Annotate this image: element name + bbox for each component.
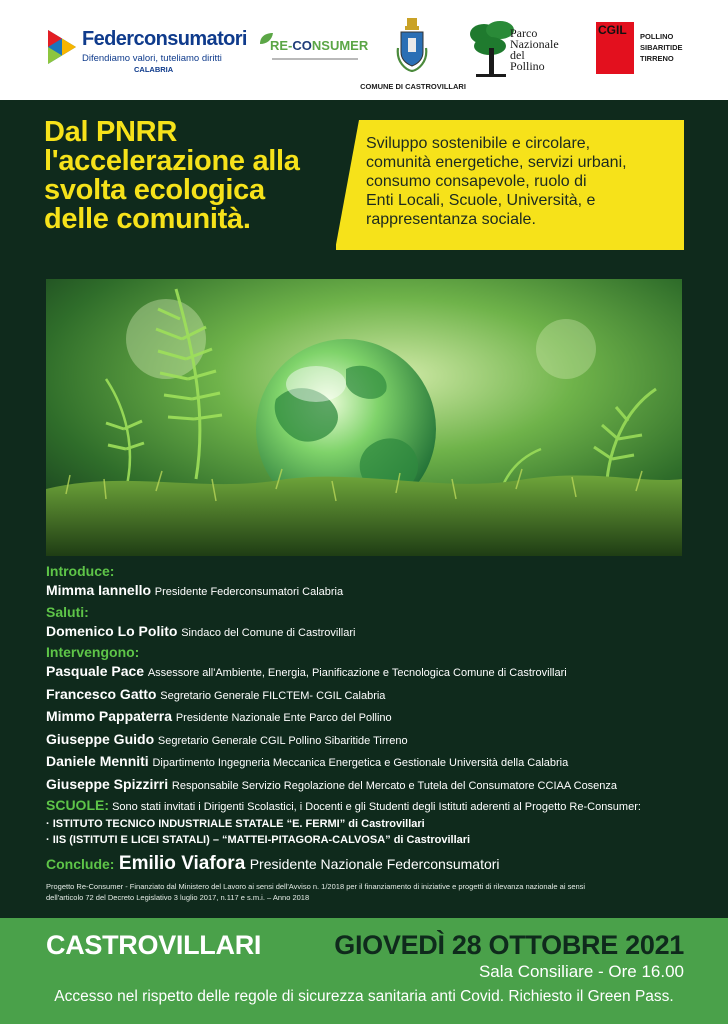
speaker-item: [46, 729, 716, 752]
logo-strip: [0, 0, 728, 100]
federconsumatori-tagline: Difendiamo valori, tuteliamo diritti: [82, 53, 222, 64]
introduce-speaker: [46, 580, 716, 603]
saluti-speaker: [46, 621, 716, 644]
reconsumer-logo: [258, 28, 369, 62]
federconsumatori-name: Federconsumatori: [82, 28, 247, 50]
parco-pollino-logo: [470, 20, 570, 80]
conclude-label: Conclude:: [46, 856, 115, 872]
covid-note: Accesso nel rispetto delle regole di sicurezza sanitaria anti Covid. Richiesto il Green Pass.: [54, 988, 674, 1005]
speaker-name: Domenico Lo Polito: [46, 622, 178, 639]
globe-illustration: [46, 279, 682, 556]
speaker-name: Giuseppe Guido: [46, 730, 155, 747]
speaker-role: Presidente Nazionale Ente Parco del Pollino: [175, 712, 392, 724]
scuole-intro: [46, 797, 716, 816]
event-date: GIOVEDÌ 28 OTTOBRE 2021: [334, 930, 684, 960]
topics-line: consumo consapevole, ruolo di: [366, 173, 587, 190]
federconsumatori-region: CALABRIA: [134, 65, 174, 74]
comune-label: COMUNE DI CASTROVILLARI: [360, 82, 466, 91]
reconsumer-underline: [272, 58, 358, 60]
speaker-item: [46, 774, 716, 797]
title-line: svolta ecologica: [44, 174, 265, 206]
saluti-label: Saluti:: [46, 603, 89, 620]
speaker-name: Giuseppe Spizzirri: [46, 775, 169, 792]
parco-line: del: [510, 48, 525, 62]
cgil-logo: [596, 22, 706, 74]
cgil-subtitle: [640, 31, 683, 64]
scuole-text: Sono stati invitati i Dirigenti Scolastici, i Docenti e gli Studenti degli Istituti aderenti al Progetto Re-Consumer:: [112, 801, 641, 813]
event-venue-time: Sala Consiliare - Ore 16.00: [478, 962, 684, 981]
scuole-label: SCUOLE:: [46, 797, 109, 813]
topics-box: [336, 120, 684, 250]
cgil-name: CGIL: [598, 23, 627, 37]
speaker-name: Daniele Menniti: [46, 753, 149, 769]
intervengono-label: Intervengono:: [46, 644, 140, 660]
topics-line: rappresentanza sociale.: [366, 211, 536, 228]
hero-image-globe-on-moss: [46, 279, 682, 556]
event-footer: [0, 918, 728, 1024]
title-line: l'accelerazione alla: [44, 145, 300, 177]
reconsumer-rest: NSUMER: [311, 38, 369, 53]
speaker-name: Mimmo Pappaterra: [46, 708, 173, 724]
speaker-item: [46, 661, 716, 684]
introduce-label: Introduce:: [46, 563, 115, 579]
program-section: [46, 562, 716, 903]
title-line: Dal PNRR: [44, 116, 177, 148]
reconsumer-co: CO: [292, 38, 312, 53]
funding-line: dell'articolo 72 del Decreto Legislativo 3 luglio 2017, n.117 e s.m.i. – Anno 2018: [46, 893, 310, 902]
speaker-role: Presidente Nazionale Federconsumatori: [249, 856, 500, 872]
event-city: CASTROVILLARI: [46, 930, 262, 960]
speaker-role: Sindaco del Comune di Castrovillari: [181, 626, 356, 639]
parco-line: Nazionale: [510, 37, 559, 51]
speaker-item: [46, 751, 716, 774]
conclude-speaker: [46, 852, 716, 877]
speaker-role: Presidente Federconsumatori Calabria: [154, 586, 344, 598]
speaker-item: [46, 684, 716, 707]
speaker-role: Segretario Generale FILCTEM- CGIL Calabria: [160, 689, 386, 702]
cgil-line: SIBARITIDE: [640, 43, 683, 52]
topics-notch: [335, 120, 359, 250]
topics-line: Sviluppo sostenibile e circolare,: [366, 135, 591, 152]
topics-line: Enti Locali, Scuole, Università, e: [366, 192, 596, 209]
comune-castrovillari-logo: [350, 18, 476, 96]
speaker-role: Assessore all'Ambiente, Energia, Pianificazione e Tecnologica Comune di Castrovillari: [147, 667, 567, 679]
speaker-name: Pasquale Pace: [46, 663, 145, 679]
funding-note: [46, 881, 686, 903]
topics-text: [366, 134, 678, 229]
reconsumer-prefix: RE-: [270, 38, 293, 53]
school-item: · IIS (ISTITUTI E LICEI STATALI) – “MATTEI-PITAGORA-CALVOSA” di Castrovillari: [46, 834, 471, 846]
topics-line: comunità energetiche, servizi urbani,: [366, 154, 627, 171]
school-item: · ISTITUTO TECNICO INDUSTRIALE STATALE “E. FERMI” di Castrovillari: [46, 818, 425, 830]
speaker-role: Responsabile Servizio Regolazione del Mercato e Tutela del Consumatore CCIAA Cosenza: [171, 779, 618, 792]
speaker-name: Mimma Iannello: [46, 582, 152, 598]
federconsumatori-icon: [48, 30, 76, 64]
speaker-name: Francesco Gatto: [46, 685, 157, 702]
speaker-item: [46, 706, 716, 729]
speaker-role: Segretario Generale CGIL Pollino Sibaritide Tirreno: [157, 734, 408, 747]
cgil-red-box: [596, 22, 634, 74]
speaker-name: Emilio Viafora: [118, 853, 246, 874]
parco-line: Parco: [510, 26, 538, 40]
federconsumatori-logo: [48, 26, 247, 82]
parco-name: [510, 28, 559, 72]
speaker-role: Dipartimento Ingegneria Meccanica Energetica e Gestionale Università della Calabria: [152, 757, 569, 769]
cgil-line: POLLINO: [640, 32, 674, 41]
event-title: [44, 118, 340, 234]
funding-line: Progetto Re-Consumer - Finanziato dal Ministero del Lavoro ai sensi dell'Avviso n. 1/2018 per il finanziamento di iniziative e progetti di rilevanza nazionale ai sensi: [46, 882, 586, 891]
parco-line: Pollino: [510, 59, 545, 73]
title-line: delle comunità.: [44, 203, 251, 235]
coat-of-arms-icon: [396, 18, 428, 72]
cgil-line: TIRRENO: [640, 54, 674, 63]
